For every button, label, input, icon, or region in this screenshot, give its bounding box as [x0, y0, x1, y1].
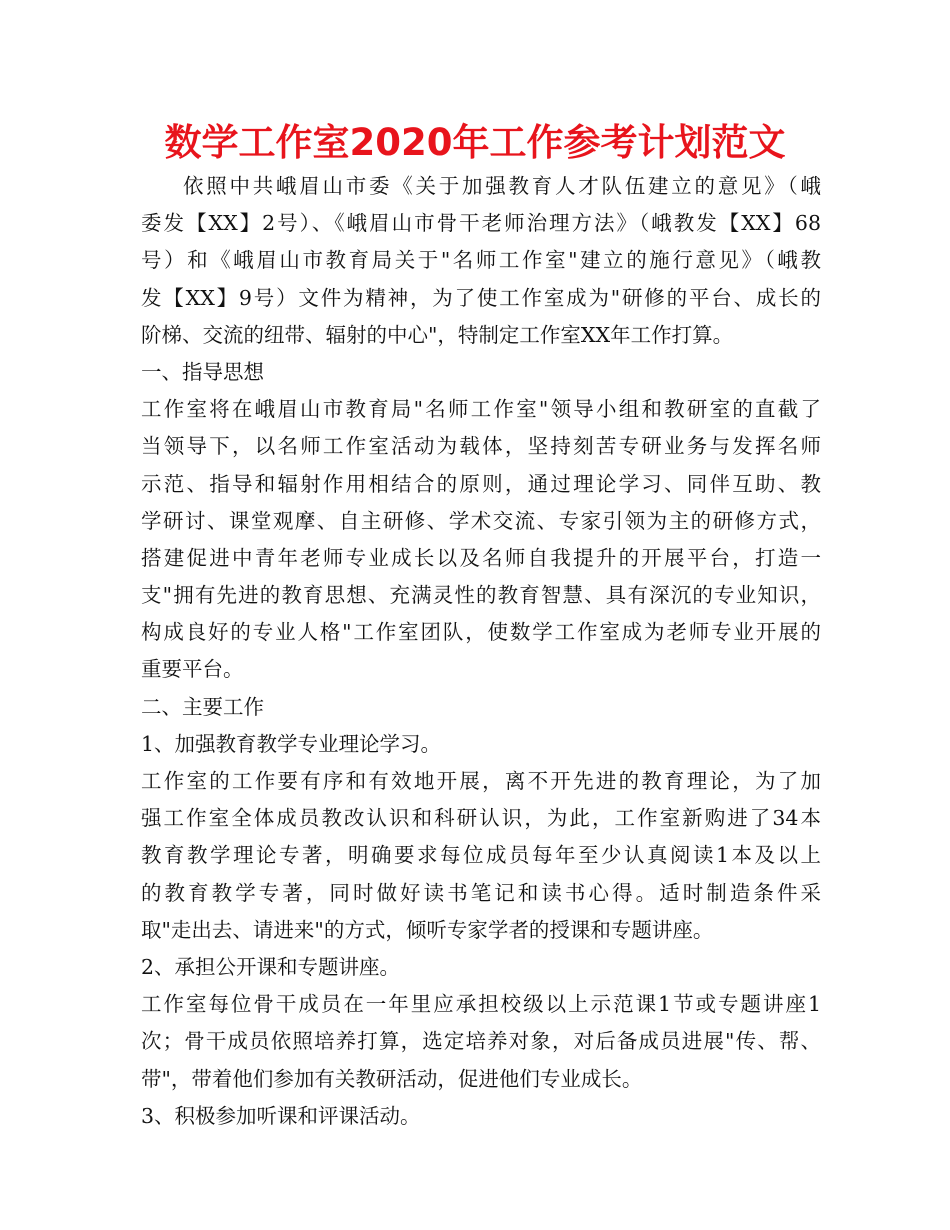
- paragraph-line: 带"，带着他们参加有关教研活动，促进他们专业成长。: [141, 1066, 643, 1091]
- paragraph-line: 示范、指导和辐射作用相结合的原则，通过理论学习、同伴互助、教: [141, 471, 821, 496]
- subsection-heading: 1、加强教育教学专业理论学习。: [141, 731, 442, 756]
- document-body: [141, 168, 821, 1135]
- paragraph-line: 次；骨干成员依照培养打算，选定培养对象，对后备成员进展"传、帮、: [141, 1029, 821, 1054]
- paragraph-line: 搭建促进中青年老师专业成长以及名师自我提升的开展平台，打造一: [141, 545, 821, 570]
- paragraph-line: 学研讨、课堂观摩、自主研修、学术交流、专家引领为主的研修方式，: [141, 508, 821, 533]
- paragraph-line: 取"走出去、请进来"的方式，倾听专家学者的授课和专题讲座。: [141, 917, 714, 942]
- paragraph-line: 号）和《峨眉山市教育局关于"名师工作室"建立的施行意见》（峨教: [141, 248, 821, 273]
- paragraph-line: 教育教学理论专著，明确要求每位成员每年至少认真阅读1本及以上: [141, 843, 821, 868]
- paragraph-line: 工作室每位骨干成员在一年里应承担校级以上示范课1节或专题讲座1: [141, 992, 821, 1017]
- section-heading: 二、主要工作: [141, 694, 264, 719]
- paragraph-line: 支"拥有先进的教育思想、充满灵性的教育智慧、具有深沉的专业知识，: [141, 583, 821, 608]
- subsection-heading: 3、积极参加听课和评课活动。: [141, 1103, 421, 1128]
- paragraph-line: 重要平台。: [141, 657, 244, 682]
- paragraph-line: 当领导下，以名师工作室活动为载体，坚持刻苦专研业务与发挥名师: [141, 434, 821, 459]
- paragraph-line: 委发【XX】2号）、《峨眉山市骨干老师治理方法》（峨教发【XX】68: [141, 211, 821, 236]
- paragraph-line: 的教育教学专著，同时做好读书笔记和读书心得。适时制造条件采: [141, 880, 821, 905]
- paragraph-line: 工作室的工作要有序和有效地开展，离不开先进的教育理论，为了加: [141, 769, 821, 793]
- section-heading: 一、指导思想: [141, 359, 264, 384]
- subsection-heading: 2、承担公开课和专题讲座。: [141, 954, 401, 979]
- paragraph-line: 构成良好的专业人格"工作室团队，使数学工作室成为老师专业开展的: [141, 620, 821, 645]
- paragraph-line: 工作室将在峨眉山市教育局"名师工作室"领导小组和教研室的直截了: [141, 397, 821, 422]
- document-title: 数学工作室2020年工作参考计划范文: [164, 121, 786, 164]
- paragraph-line: 发【XX】9号）文件为精神，为了使工作室成为"研修的平台、成长的: [141, 285, 821, 310]
- paragraph-line: 阶梯、交流的纽带、辐射的中心"，特制定工作室XX年工作打算。: [141, 322, 734, 347]
- paragraph-line: 依照中共峨眉山市委《关于加强教育人才队伍建立的意见》（峨: [183, 174, 821, 198]
- paragraph-line: 强工作室全体成员教改认识和科研认识，为此，工作室新购进了34本: [141, 806, 821, 831]
